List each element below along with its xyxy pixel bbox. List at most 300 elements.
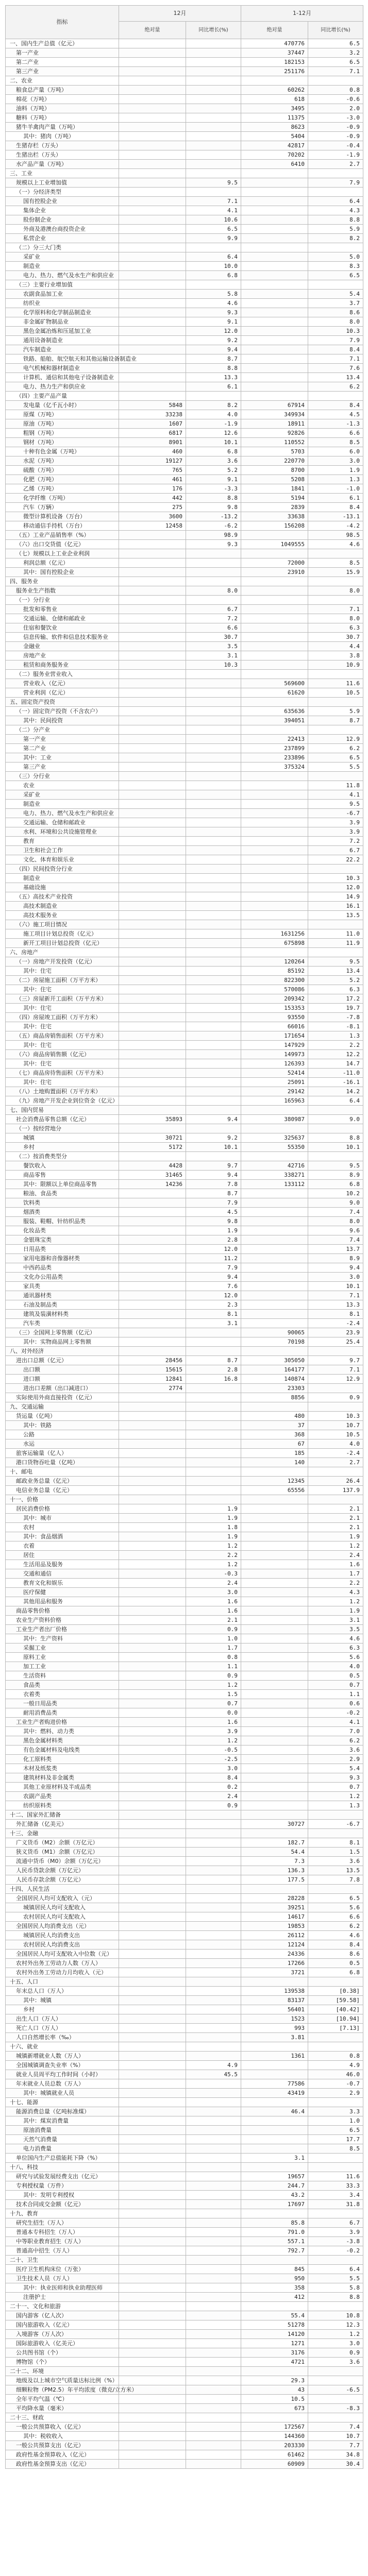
- table-row: [6, 308, 363, 317]
- indicator-name: 人民币存款余额（万亿元）: [6, 1875, 119, 1885]
- cumulative-value: 14120: [241, 2330, 308, 2339]
- table-row: [6, 1161, 363, 1171]
- month-growth: 5.2: [186, 466, 241, 475]
- month-growth: [186, 123, 241, 132]
- cumulative-value: 70198: [241, 1337, 308, 1347]
- cumulative-value: [241, 1282, 308, 1291]
- table-row: [6, 2154, 363, 2163]
- table-row: [6, 1903, 363, 1912]
- month-value: 6817: [119, 429, 186, 438]
- indicator-name: （四）房屋竣工面积（万平方米）: [6, 1013, 119, 1022]
- cumulative-growth-header: 同比增长(%): [308, 22, 363, 39]
- cumulative-growth: 0.8: [308, 2052, 363, 2061]
- month-value: [119, 1959, 186, 1968]
- table-row: [6, 1189, 363, 1198]
- table-row: [6, 1198, 363, 1208]
- table-row: [6, 1421, 363, 1430]
- cumulative-value: [241, 373, 308, 382]
- table-row: [6, 1885, 363, 1894]
- month-growth: [186, 1959, 241, 1968]
- cumulative-value: 368: [241, 1430, 308, 1439]
- indicator-name: 乡村: [6, 1143, 119, 1152]
- cumulative-value: 110552: [241, 438, 308, 447]
- indicator-name: （三）全国网上零售额（亿元）: [6, 1328, 119, 1337]
- indicator-name: 加工工业: [6, 1662, 119, 1671]
- month-value: [119, 1903, 186, 1912]
- indicator-name: （一）分行业: [6, 596, 119, 605]
- indicator-name: 普通本专科招生（万人）: [6, 2228, 119, 2237]
- month-value: [119, 2079, 186, 2089]
- month-value: [119, 716, 186, 725]
- cumulative-growth: 10.5: [308, 688, 363, 698]
- indicator-name: 高技术制造业: [6, 902, 119, 911]
- table-row: [6, 2033, 363, 2042]
- month-value: [119, 1208, 186, 1217]
- table-row: [6, 1050, 363, 1059]
- cumulative-value: [241, 633, 308, 642]
- month-value: [119, 2172, 186, 2181]
- month-growth: [186, 1449, 241, 1458]
- month-value: 4428: [119, 1161, 186, 1171]
- table-row: [6, 2052, 363, 2061]
- indicator-name: 水运: [6, 1439, 119, 1449]
- table-row: [6, 2256, 363, 2265]
- cumulative-value: 67: [241, 1439, 308, 1449]
- indicator-name: （一）分经济类型: [6, 188, 119, 197]
- cumulative-growth: 8.1: [308, 1310, 363, 1319]
- table-row: [6, 1004, 363, 1013]
- table-row: [6, 1486, 363, 1495]
- cumulative-value: 33638: [241, 512, 308, 521]
- cumulative-value: 43.2: [241, 2191, 308, 2200]
- month-value: [119, 336, 186, 345]
- cumulative-growth: [308, 1124, 363, 1133]
- month-value: [119, 651, 186, 660]
- indicator-name: 工业生产者购进价格: [6, 1718, 119, 1727]
- indicator-name: 技术合同成交金额（亿元）: [6, 2200, 119, 2209]
- month-growth: [186, 762, 241, 772]
- month-value: [119, 688, 186, 698]
- cumulative-growth: [0.38]: [308, 1987, 363, 1996]
- month-growth: [186, 1087, 241, 1096]
- month-value: [119, 1848, 186, 1857]
- month-value: [119, 2024, 186, 2033]
- indicator-name: 施工项目计划总投资（亿元）: [6, 929, 119, 939]
- month-value: [119, 215, 186, 225]
- cumulative-growth: 4.1: [308, 1718, 363, 1727]
- table-row: [6, 1217, 363, 1226]
- cumulative-value: 24336: [241, 1950, 308, 1959]
- cumulative-growth: 7.1: [308, 1365, 363, 1375]
- month-value: 35893: [119, 1115, 186, 1124]
- cumulative-growth: 8.6: [308, 1950, 363, 1959]
- cumulative-growth: 5.4: [308, 290, 363, 299]
- cumulative-value: [241, 2367, 308, 2376]
- month-value: [119, 67, 186, 76]
- indicator-name: 移动通信手持机（万台）: [6, 521, 119, 531]
- month-value: 1607: [119, 419, 186, 429]
- month-growth: 9.2: [186, 336, 241, 345]
- table-row: [6, 1384, 363, 1393]
- cumulative-growth: 3.4: [308, 2191, 363, 2200]
- table-row: [6, 2330, 363, 2339]
- table-row: [6, 225, 363, 234]
- cumulative-growth: -1.3: [308, 419, 363, 429]
- month-value: [119, 1031, 186, 1041]
- month-growth: 2.2: [186, 1551, 241, 1560]
- indicator-name: 生猪出栏（万头）: [6, 150, 119, 160]
- indicator-name: 批发和零售业: [6, 605, 119, 614]
- month-growth: [186, 549, 241, 558]
- month-value: [119, 2033, 186, 2042]
- indicator-name: 其中：限额以上单位商品零售: [6, 1180, 119, 1189]
- cumulative-value: [241, 1643, 308, 1653]
- month-value: [119, 614, 186, 623]
- cumulative-value: 220770: [241, 456, 308, 466]
- month-growth: [186, 1838, 241, 1848]
- table-row: [6, 141, 363, 150]
- indicator-name: 农副食品加工业: [6, 290, 119, 299]
- table-row: [6, 197, 363, 206]
- month-growth: 10.6: [186, 215, 241, 225]
- month-growth: -13.2: [186, 512, 241, 521]
- cumulative-growth: 3.9: [308, 2228, 363, 2237]
- cumulative-value: [241, 1152, 308, 1161]
- cumulative-growth: 30.7: [308, 633, 363, 642]
- indicator-name: 死亡人口（万人）: [6, 2024, 119, 2033]
- month-value: 3600: [119, 512, 186, 521]
- month-value: [119, 1458, 186, 1467]
- month-growth: [186, 76, 241, 86]
- cumulative-value: 182153: [241, 58, 308, 67]
- cumulative-value: [241, 2302, 308, 2311]
- indicator-name: 电力、热力生产和供应业: [6, 382, 119, 392]
- cumulative-value: 144360: [241, 2432, 308, 2441]
- indicator-name: 烟酒类: [6, 1208, 119, 1217]
- month-growth: [186, 558, 241, 568]
- month-growth: [186, 2450, 241, 2460]
- cumulative-value: [241, 2126, 308, 2135]
- month-value: 176: [119, 484, 186, 494]
- indicator-name: 农业生产资料价格: [6, 1616, 119, 1625]
- cumulative-value: [241, 2144, 308, 2154]
- month-value: [119, 2413, 186, 2422]
- table-row: [6, 2061, 363, 2070]
- cumulative-value: 570086: [241, 985, 308, 994]
- table-row: [6, 2376, 363, 2385]
- cumulative-growth: [308, 1810, 363, 1820]
- indicator-name: 交通和通信: [6, 1569, 119, 1579]
- table-row: [6, 1597, 363, 1606]
- indicator-name: 农业: [6, 781, 119, 790]
- month-growth: [186, 1050, 241, 1059]
- cumulative-value: [241, 1347, 308, 1356]
- cumulative-value: [241, 1551, 308, 1560]
- cumulative-value: [241, 225, 308, 234]
- month-value: [119, 1653, 186, 1662]
- month-growth: [186, 735, 241, 744]
- cumulative-value: [241, 1718, 308, 1727]
- cumulative-growth: 8.8: [308, 2293, 363, 2302]
- month-growth: [186, 1495, 241, 1504]
- indicator-name: 其中：城市: [6, 1514, 119, 1523]
- indicator-name: 农村居民人均消费支出: [6, 1940, 119, 1950]
- month-growth: [186, 1820, 241, 1829]
- month-value: [119, 809, 186, 818]
- month-growth: 8.1: [186, 1310, 241, 1319]
- indicator-name: （九）房地产开发企业到位资金（亿元）: [6, 1096, 119, 1106]
- month-growth: [186, 1106, 241, 1115]
- indicator-name: （三）主要行业增加值: [6, 280, 119, 290]
- table-row: [6, 586, 363, 596]
- month-value: 30721: [119, 1133, 186, 1143]
- month-value: [119, 929, 186, 939]
- month-growth: [186, 2098, 241, 2107]
- cumulative-growth: 31.8: [308, 2200, 363, 2209]
- table-row: [6, 1987, 363, 1996]
- indicator-name: 房地产业: [6, 651, 119, 660]
- cumulative-value: [241, 586, 308, 596]
- month-growth: [186, 1922, 241, 1931]
- table-row: [6, 2228, 363, 2237]
- month-growth: [186, 1059, 241, 1069]
- cumulative-growth: 1.9: [308, 466, 363, 475]
- indicator-name: （二）分三大门类: [6, 243, 119, 252]
- cumulative-value: 7.3: [241, 1857, 308, 1866]
- month-growth: [186, 1421, 241, 1430]
- month-value: [119, 827, 186, 837]
- cumulative-value: [241, 252, 308, 262]
- indicator-name: （五）工业产品销售率（%）: [6, 531, 119, 540]
- table-row: [6, 1467, 363, 1477]
- cumulative-growth: 6.4: [308, 197, 363, 206]
- month-growth: [186, 2181, 241, 2191]
- indicator-name: 利润总额（亿元）: [6, 558, 119, 568]
- table-row: [6, 234, 363, 243]
- cumulative-value: 70202: [241, 150, 308, 160]
- cumulative-growth: 6.5: [308, 1894, 363, 1903]
- table-row: [6, 1848, 363, 1857]
- cumulative-value: [241, 614, 308, 623]
- indicator-name: 商品零售: [6, 1171, 119, 1180]
- indicator-name: 广义货币（M2）余额（万亿元）: [6, 1838, 119, 1848]
- cumulative-growth: 137.9: [308, 1486, 363, 1495]
- cumulative-value: 1841: [241, 484, 308, 494]
- indicator-name: 二十二、环境: [6, 2367, 119, 2376]
- cumulative-growth: 7.1: [308, 67, 363, 76]
- cumulative-value: [241, 1310, 308, 1319]
- table-body: [6, 39, 363, 2469]
- table-row: [6, 2460, 363, 2469]
- cumulative-growth: 6.2: [308, 744, 363, 753]
- month-value: [119, 1671, 186, 1681]
- cumulative-growth: [308, 2302, 363, 2311]
- table-row: [6, 1606, 363, 1616]
- month-value: [119, 568, 186, 577]
- cumulative-value: 3.81: [241, 2033, 308, 2042]
- indicator-name: 食品类: [6, 1681, 119, 1690]
- cumulative-value: [241, 670, 308, 679]
- month-value: [119, 1412, 186, 1421]
- month-growth: [186, 596, 241, 605]
- month-value: [119, 382, 186, 392]
- cumulative-growth: 6.1: [308, 494, 363, 503]
- indicator-name: 就业人员周平均工作时间（小时）: [6, 2070, 119, 2079]
- table-row: [6, 2237, 363, 2246]
- table-row: [6, 1579, 363, 1588]
- cumulative-value: [241, 215, 308, 225]
- month-value: [119, 1987, 186, 1996]
- cumulative-value: [241, 1885, 308, 1894]
- table-row: [6, 1106, 363, 1115]
- month-value: [119, 1096, 186, 1106]
- cumulative-value: [241, 531, 308, 540]
- cumulative-value: 55350: [241, 1143, 308, 1152]
- table-row: [6, 1662, 363, 1671]
- cumulative-value: 1049555: [241, 540, 308, 549]
- indicator-name: 二十一、文化和旅游: [6, 2302, 119, 2311]
- month-growth: [186, 985, 241, 994]
- indicator-name: 五、固定资产投资: [6, 698, 119, 707]
- cumulative-value: 569600: [241, 679, 308, 688]
- indicator-name: 化学原料和化学制品制造业: [6, 308, 119, 317]
- month-value: [119, 707, 186, 716]
- cumulative-value: [241, 1829, 308, 1838]
- cumulative-value: 12345: [241, 1477, 308, 1486]
- indicator-name: 文化办公用品类: [6, 1273, 119, 1282]
- cumulative-value: 19657: [241, 2172, 308, 2181]
- table-row: [6, 1402, 363, 1412]
- month-growth: [186, 1078, 241, 1087]
- cumulative-value: [241, 2135, 308, 2144]
- indicator-name: 十种有色金属（万吨）: [6, 447, 119, 456]
- month-growth: 30.7: [186, 633, 241, 642]
- table-row: [6, 188, 363, 197]
- cumulative-growth: 1.3: [308, 475, 363, 484]
- month-growth: 8.4: [186, 1773, 241, 1783]
- indicator-name: 医疗卫生机构床位（万张）: [6, 2265, 119, 2274]
- table-row: [6, 2404, 363, 2413]
- table-row: [6, 976, 363, 985]
- cumulative-growth: 25.4: [308, 1337, 363, 1347]
- cumulative-growth: [308, 392, 363, 401]
- cumulative-value: [241, 262, 308, 271]
- month-value: [119, 1894, 186, 1903]
- cumulative-growth: 6.7: [308, 2218, 363, 2228]
- cumulative-value: [241, 642, 308, 651]
- cumulative-value: 635636: [241, 707, 308, 716]
- table-row: [6, 1235, 363, 1245]
- cumulative-growth: 8.9: [308, 1171, 363, 1180]
- month-growth: [186, 846, 241, 855]
- table-row: [6, 1718, 363, 1727]
- month-growth: [186, 2302, 241, 2311]
- cumulative-value-header: 绝对量: [241, 22, 308, 39]
- table-row: [6, 2089, 363, 2098]
- month-value: [119, 1022, 186, 1031]
- table-row: [6, 1319, 363, 1328]
- indicator-name: 乡村: [6, 2005, 119, 2014]
- cumulative-growth: 4.3: [308, 206, 363, 215]
- cumulative-value: 51278: [241, 2320, 308, 2330]
- cumulative-value: [241, 1708, 308, 1718]
- table-row: [6, 540, 363, 549]
- cumulative-growth: 2.1: [308, 1523, 363, 1532]
- table-row: [6, 605, 363, 614]
- month-growth: [186, 707, 241, 716]
- cumulative-growth: 8.8: [308, 215, 363, 225]
- month-growth: 10.0: [186, 262, 241, 271]
- month-value: 2774: [119, 1384, 186, 1393]
- indicator-name: 港口货物吞吐量（亿吨）: [6, 1458, 119, 1467]
- cumulative-growth: 6.6: [308, 1912, 363, 1922]
- month-value: [119, 781, 186, 790]
- cumulative-growth: 2.2: [308, 1041, 363, 1050]
- cumulative-value: 11375: [241, 113, 308, 123]
- cumulative-value: [241, 1504, 308, 1514]
- month-value: [119, 967, 186, 976]
- indicator-name: 有色金属材料及电线类: [6, 1745, 119, 1755]
- month-growth: [186, 577, 241, 586]
- indicator-name: 出生人口（万人）: [6, 2014, 119, 2024]
- month-growth: 3.5: [186, 642, 241, 651]
- cumulative-growth: 5.0: [308, 252, 363, 262]
- month-value: [119, 902, 186, 911]
- cumulative-growth: 11.6: [308, 679, 363, 688]
- indicator-name: 居住: [6, 1551, 119, 1560]
- cumulative-growth: 2.7: [308, 1458, 363, 1467]
- month-growth: [186, 753, 241, 762]
- cumulative-growth: 7.1: [308, 605, 363, 614]
- table-row: [6, 929, 363, 939]
- table-row: [6, 1347, 363, 1356]
- table-row: [6, 345, 363, 354]
- table-row: [6, 735, 363, 744]
- month-growth: 1.9: [186, 1532, 241, 1541]
- cumulative-growth: 0.7: [308, 1681, 363, 1690]
- month-value: [119, 1708, 186, 1718]
- cumulative-value: 237899: [241, 744, 308, 753]
- table-row: [6, 419, 363, 429]
- cumulative-value: 30727: [241, 1820, 308, 1829]
- table-row: [6, 243, 363, 252]
- month-value: [119, 1662, 186, 1671]
- indicator-name: 铁路、船舶、航空航天和其他运输设备制造业: [6, 354, 119, 364]
- table-row: [6, 1143, 363, 1152]
- table-row: [6, 698, 363, 707]
- month-value: [119, 1347, 186, 1356]
- month-value: [119, 623, 186, 633]
- cumulative-growth: 1.9: [308, 1606, 363, 1616]
- table-row: [6, 911, 363, 920]
- cumulative-value: 85192: [241, 967, 308, 976]
- month-value: [119, 1189, 186, 1198]
- cumulative-growth: 6.5: [308, 58, 363, 67]
- month-growth: [186, 865, 241, 874]
- month-value: [119, 1857, 186, 1866]
- table-row: [6, 336, 363, 345]
- table-row: [6, 939, 363, 948]
- cumulative-growth: 7.1: [308, 354, 363, 364]
- month-growth: [186, 744, 241, 753]
- month-growth: [186, 1152, 241, 1161]
- month-growth: [186, 1912, 241, 1922]
- cumulative-growth: [308, 2033, 363, 2042]
- table-row: [6, 1699, 363, 1708]
- table-row: [6, 1337, 363, 1347]
- month-value: [119, 392, 186, 401]
- indicator-name: 交通运输、仓储和邮政业: [6, 818, 119, 827]
